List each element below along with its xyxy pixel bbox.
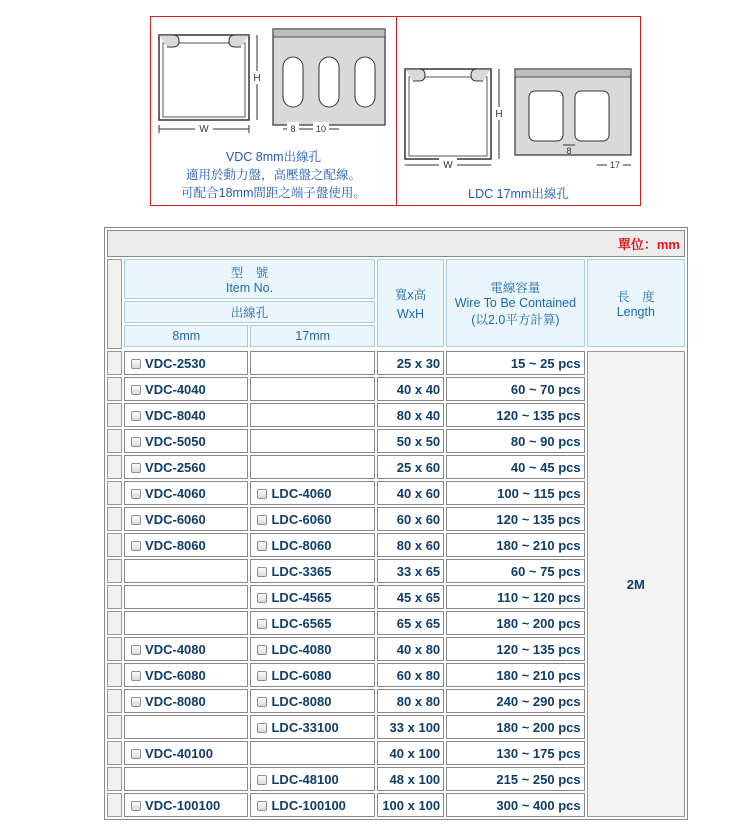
row-side-cell [107,585,122,609]
ldc-model: LDC-6565 [271,615,332,631]
size-cell: 100 x 100 [377,793,444,817]
table-row [107,351,685,375]
ldc-checkbox[interactable] [257,697,267,707]
size-cell: 25 x 30 [377,351,444,375]
vdc-model: VDC-8040 [145,407,206,423]
vdc-checkbox[interactable] [131,437,141,447]
height-label: H [253,73,261,84]
row-side-cell [107,715,122,739]
vdc-model: VDC-4080 [145,641,206,657]
ldc-checkbox[interactable] [257,645,267,655]
col-17mm-header: 17mm [250,325,374,347]
model-header [124,259,375,299]
vdc-cell [124,351,248,375]
vdc-cell [124,663,248,687]
vdc-cell [124,403,248,427]
ldc-cell [250,715,374,739]
duct-diagram-panel [150,16,641,206]
ldc-model: LDC-100100 [271,797,346,813]
vdc-model: VDC-8060 [145,537,206,553]
size-cell: 60 x 80 [377,663,444,687]
ldc-model: LDC-8060 [271,537,332,553]
size-cell: 45 x 65 [377,585,444,609]
row-side-cell [107,663,122,687]
capacity-header [446,259,584,347]
row-side-cell [107,403,122,427]
header-row-1 [107,259,685,299]
ldc-cell [250,741,374,765]
ldc-cell [250,351,374,375]
vdc-checkbox[interactable] [131,697,141,707]
capacity-cell: 15 ~ 25 pcs [446,351,584,375]
vdc-checkbox[interactable] [131,541,141,551]
vdc-cell [124,507,248,531]
ldc-cell [250,507,374,531]
row-side-cell [107,741,122,765]
capacity-header-en: Wire To Be Contained [454,296,577,310]
ldc-checkbox[interactable] [257,801,267,811]
capacity-cell: 80 ~ 90 pcs [446,429,584,453]
vdc-model: VDC-6060 [145,511,206,527]
ldc-checkbox[interactable] [257,593,267,603]
ldc-cell [250,611,374,635]
vdc-model: VDC-4040 [145,381,206,397]
length-header [587,259,685,347]
row-side-cell [107,611,122,635]
vdc-cell [124,637,248,661]
length-header-zh: 長 度 [617,290,655,304]
vdc-checkbox[interactable] [131,489,141,499]
ldc-caption: LDC 17mm出線孔 [468,187,569,201]
ldc-checkbox[interactable] [257,515,267,525]
vdc-model: VDC-40100 [145,745,213,761]
capacity-cell: 100 ~ 115 pcs [446,481,584,505]
length-value: 2M [587,351,685,817]
vdc-cell [124,611,248,635]
vdc-cell [124,481,248,505]
ldc-model: LDC-8080 [271,693,332,709]
size-cell: 40 x 40 [377,377,444,401]
ldc-gap-8-label: 8 [566,146,572,156]
vdc-checkbox[interactable] [131,749,141,759]
capacity-cell: 120 ~ 135 pcs [446,507,584,531]
vdc-caption-line-2: 適用於動力盤，高壓盤之配線。 [185,168,361,182]
vdc-model: VDC-2560 [145,459,206,475]
col-8mm-header: 8mm [124,325,248,347]
row-side-cell [107,793,122,817]
vdc-cell [124,377,248,401]
ldc-cell [250,793,374,817]
header-side-spacer [107,259,122,349]
capacity-cell: 300 ~ 400 pcs [446,793,584,817]
size-cell: 40 x 80 [377,637,444,661]
size-cell: 65 x 65 [377,611,444,635]
vdc-cell [124,689,248,713]
capacity-cell: 60 ~ 70 pcs [446,377,584,401]
model-header-en: Item No. [225,281,274,295]
vdc-checkbox[interactable] [131,801,141,811]
size-cell: 25 x 60 [377,455,444,479]
row-side-cell [107,767,122,791]
vdc-cell [124,559,248,583]
vdc-cell [124,533,248,557]
vdc-model: VDC-5050 [145,433,206,449]
vdc-checkbox[interactable] [131,645,141,655]
vdc-checkbox[interactable] [131,463,141,473]
row-side-cell [107,429,122,453]
size-cell: 40 x 60 [377,481,444,505]
ldc-model: LDC-48100 [271,771,339,787]
ldc-checkbox[interactable] [257,671,267,681]
vdc-checkbox[interactable] [131,411,141,421]
vdc-cell [124,767,248,791]
ldc-height-label: H [495,109,503,120]
ldc-model: LDC-6060 [271,511,332,527]
size-cell: 40 x 100 [377,741,444,765]
vdc-caption-line-3: 可配合18mm間距之端子盤使用。 [181,186,366,200]
spec-table [104,227,688,820]
capacity-cell: 180 ~ 200 pcs [446,611,584,635]
capacity-cell: 130 ~ 175 pcs [446,741,584,765]
ldc-cell [250,767,374,791]
ldc-checkbox[interactable] [257,775,267,785]
size-cell: 60 x 60 [377,507,444,531]
row-side-cell [107,481,122,505]
size-cell: 33 x 100 [377,715,444,739]
row-side-cell [107,689,122,713]
ldc-cell [250,533,374,557]
ldc-model: LDC-4565 [271,589,332,605]
ldc-cell [250,403,374,427]
capacity-cell: 180 ~ 200 pcs [446,715,584,739]
vdc-diagram [151,17,397,205]
ldc-cell [250,663,374,687]
vdc-model: VDC-2530 [145,355,206,371]
vdc-checkbox[interactable] [131,359,141,369]
ldc-model: LDC-4080 [271,641,332,657]
gap-8-label: 8 [290,124,296,134]
ldc-cell [250,455,374,479]
ldc-cell [250,429,374,453]
ldc-checkbox[interactable] [257,541,267,551]
capacity-cell: 120 ~ 135 pcs [446,637,584,661]
size-cell: 80 x 60 [377,533,444,557]
model-header-zh: 型 號 [230,266,269,280]
ldc-diagram [397,17,640,205]
vdc-cell [124,585,248,609]
ldc-cell [250,377,374,401]
row-side-cell [107,455,122,479]
ldc-checkbox[interactable] [257,567,267,577]
ldc-checkbox[interactable] [257,619,267,629]
ldc-cell [250,585,374,609]
size-header-zh: 寬x高 [394,288,427,302]
size-cell: 48 x 100 [377,767,444,791]
row-side-cell [107,351,122,375]
capacity-cell: 240 ~ 290 pcs [446,689,584,713]
size-header [377,259,444,347]
vdc-checkbox[interactable] [131,515,141,525]
vdc-cell [124,793,248,817]
size-cell: 50 x 50 [377,429,444,453]
unit-label: 單位：mm [107,230,685,257]
capacity-cell: 120 ~ 135 pcs [446,403,584,427]
ldc-model: LDC-4060 [271,485,332,501]
vdc-model: VDC-4060 [145,485,206,501]
vdc-model: VDC-8080 [145,693,206,709]
vdc-cell [124,455,248,479]
row-side-cell [107,533,122,557]
length-header-en: Length [616,305,655,319]
ldc-cell [250,481,374,505]
vdc-checkbox[interactable] [131,671,141,681]
capacity-cell: 180 ~ 210 pcs [446,533,584,557]
capacity-cell: 215 ~ 250 pcs [446,767,584,791]
vdc-checkbox[interactable] [131,385,141,395]
vdc-cell [124,429,248,453]
row-side-cell [107,637,122,661]
vdc-caption-line-1: VDC 8mm出線孔 [225,150,322,164]
capacity-cell: 180 ~ 210 pcs [446,663,584,687]
gap-10-label: 10 [315,124,327,134]
width-label: W [199,124,209,135]
size-cell: 33 x 65 [377,559,444,583]
ldc-model: LDC-6080 [271,667,332,683]
ldc-cell [250,689,374,713]
capacity-cell: 40 ~ 45 pcs [446,455,584,479]
size-header-en: WxH [397,307,425,321]
capacity-cell: 110 ~ 120 pcs [446,585,584,609]
capacity-header-note: (以2.0平方計算) [471,313,560,327]
ldc-checkbox[interactable] [257,723,267,733]
size-cell: 80 x 40 [377,403,444,427]
ldc-model: LDC-3365 [271,563,332,579]
vdc-model: VDC-100100 [145,797,221,813]
ldc-cell [250,559,374,583]
size-cell: 80 x 80 [377,689,444,713]
outlet-header: 出線孔 [124,301,375,323]
vdc-cell [124,715,248,739]
capacity-header-zh: 電線容量 [490,281,541,295]
ldc-model: LDC-33100 [271,719,339,735]
ldc-width-label: W [443,160,453,171]
row-side-cell [107,507,122,531]
ldc-cell [250,637,374,661]
row-side-cell [107,559,122,583]
unit-row [107,230,685,257]
vdc-cell [124,741,248,765]
vdc-caption [151,148,396,202]
ldc-checkbox[interactable] [257,489,267,499]
vdc-model: VDC-6080 [145,667,206,683]
ldc-drawing [397,17,640,183]
capacity-cell: 60 ~ 75 pcs [446,559,584,583]
ldc-gap-17-label: 17 [609,160,621,170]
vdc-drawing [151,17,396,147]
row-side-cell [107,377,122,401]
spec-table-body [107,230,685,817]
